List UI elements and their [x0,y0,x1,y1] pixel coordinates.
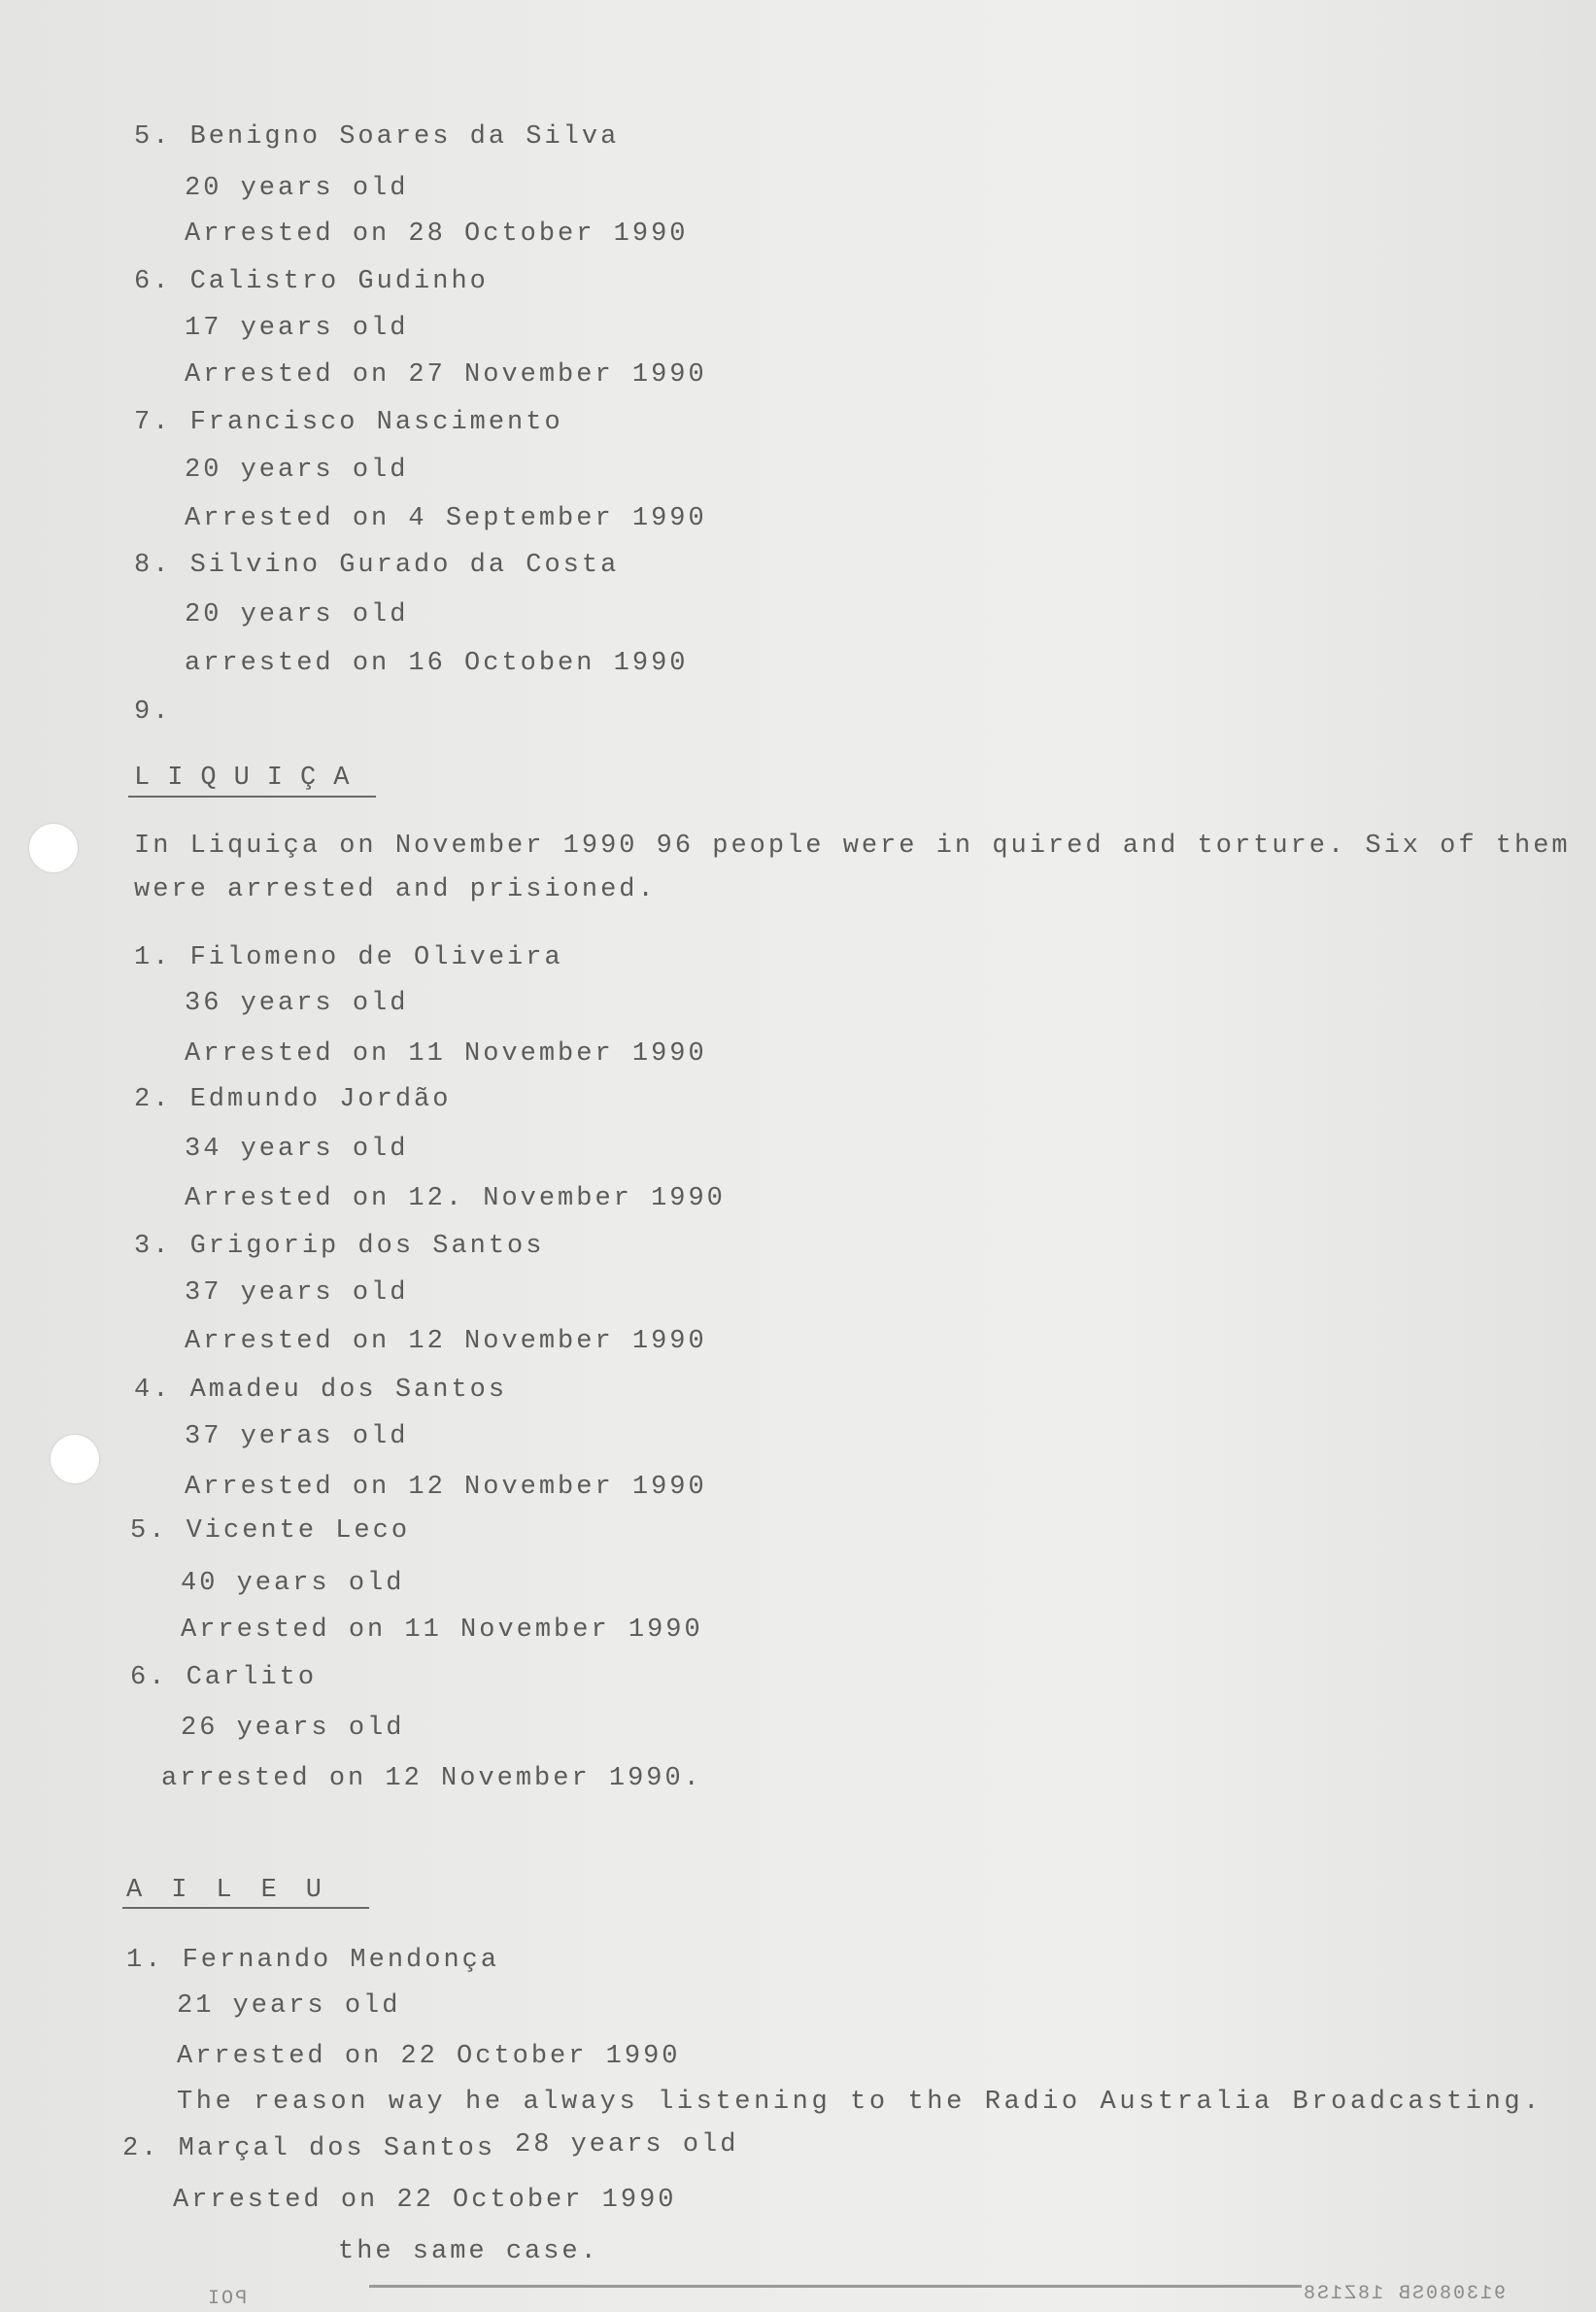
entry-age: 40 years old [181,1569,405,1598]
entry-arrest: Arrested on 28 October 1990 [185,220,689,249]
section-heading-liquica: LIQUIÇA [134,764,367,793]
intro-line: In Liquiça on November 1990 96 people were in quired and torture. Six of them [134,832,1571,861]
entry-arrest: arrested on 16 Octoben 1990 [185,649,689,678]
entry-arrest: Arrested on 12 November 1990 [185,1327,707,1356]
entry-name: 4. Amadeu dos Santos [134,1376,508,1405]
footer-code: 913080SB 18Z1S8 [1302,2283,1507,2305]
entry-name: 6. Calistro Gudinho [134,267,489,296]
punch-hole-top [29,824,78,872]
entry-name: 3. Grigorip dos Santos [134,1232,545,1261]
footer-mark-left: POI [206,2288,248,2310]
entry-age: 36 years old [185,989,409,1018]
entry-name: 8. Silvino Gurado da Costa [134,551,620,580]
heading-underline [122,1907,369,1909]
entry-age: 26 years old [181,1714,405,1743]
entry-age: 37 yeras old [185,1422,409,1451]
entry-name: 5. Vicente Leco [130,1516,411,1546]
entry-name: 1. Filomeno de Oliveira [134,943,563,972]
entry-name: 1. Fernando Mendonça [126,1946,500,1975]
entry-arrest: arrested on 12 November 1990. [161,1764,702,1793]
entry-arrest: Arrested on 12 November 1990 [185,1473,707,1502]
punch-hole-bottom [51,1435,99,1483]
entry-arrest: Arrested on 12. November 1990 [185,1184,726,1213]
entry-arrest: Arrested on 27 November 1990 [185,360,707,390]
entry-note: The reason way he always listening to the Radio Australia Broadcasting. [177,2088,1543,2117]
entry-name: 6. Carlito [130,1663,318,1692]
entry-arrest: Arrested on 4 September 1990 [185,504,707,533]
intro-line: were arrested and prisioned. [134,875,657,904]
entry-age: 34 years old [185,1135,409,1164]
entry-note: the same case. [338,2237,599,2266]
entry-age: 20 years old [185,600,409,629]
entry-age: 37 years old [185,1278,409,1308]
entry-name: 2. Edmundo Jordão [134,1085,452,1114]
entry-arrest: Arrested on 22 October 1990 [173,2186,677,2215]
entry-age: 20 years old [185,174,409,203]
entry-arrest: Arrested on 22 October 1990 [177,2042,681,2071]
entry-age: 28 years old [515,2130,739,2159]
entry-age: 21 years old [177,1991,401,2021]
footer-rule [369,2285,1302,2288]
entry-arrest: Arrested on 11 November 1990 [185,1039,707,1069]
entry-number: 9. [134,697,172,727]
entry-name: 7. Francisco Nascimento [134,408,563,437]
entry-name: 5. Benigno Soares da Silva [134,122,620,152]
entry-age: 17 years old [185,314,409,343]
heading-underline [128,796,376,798]
entry-arrest: Arrested on 11 November 1990 [181,1615,703,1645]
entry-name: 2. Marçal dos Santos [122,2134,496,2163]
section-heading-aileu: AILEU [126,1876,352,1905]
entry-age: 20 years old [185,456,409,485]
